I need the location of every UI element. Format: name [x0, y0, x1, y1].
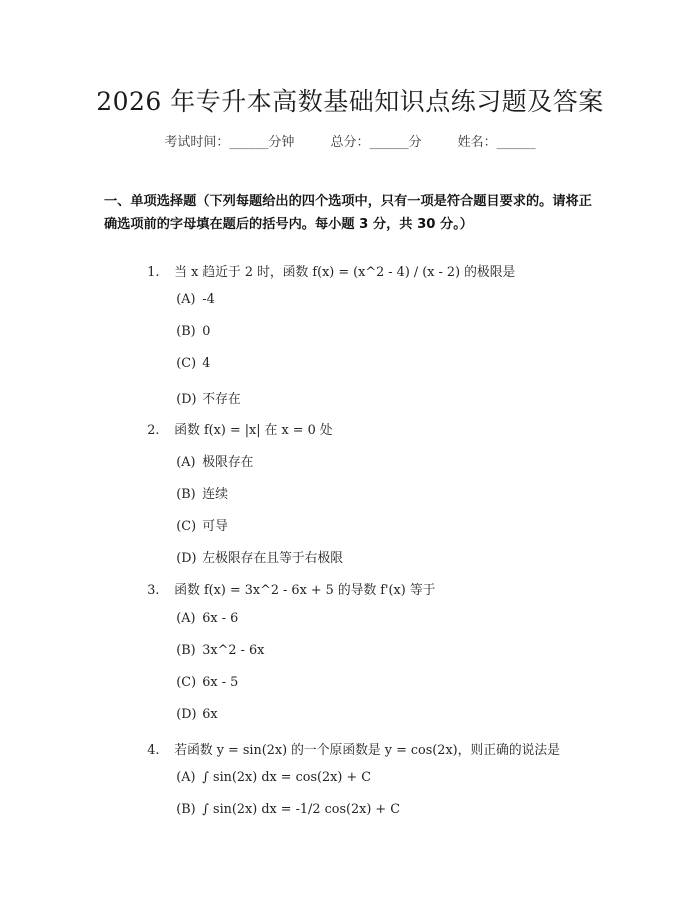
option-letter: (A) — [176, 611, 196, 626]
exam-info-line — [0, 131, 700, 150]
option-text: 4 — [202, 356, 211, 371]
option-letter: (B) — [176, 643, 196, 658]
option-text: ∫ sin(2x) dx = -1/2 cos(2x) + C — [202, 802, 401, 817]
option-text: 不存在 — [202, 392, 241, 407]
option-text: 6x - 5 — [202, 675, 239, 690]
option-text: 连续 — [202, 487, 228, 502]
option-text: 左极限存在且等于右极限 — [202, 551, 344, 566]
option-text: ∫ sin(2x) dx = cos(2x) + C — [202, 770, 372, 785]
question-text: 当 x 趋近于 2 时，函数 f(x) = (x^2 - 4) / (x - 2) 的极限是 — [174, 265, 516, 280]
question-number: 4. — [147, 743, 160, 758]
question-4-option-b — [160, 787, 400, 832]
option-letter: (A) — [176, 455, 196, 470]
option-letter: (C) — [176, 519, 197, 534]
option-text: 3x^2 - 6x — [202, 643, 265, 658]
question-number: 1. — [147, 265, 160, 280]
document-title: 2026 年专升本高数基础知识点练习题及答案 — [96, 87, 604, 116]
option-letter: (D) — [176, 392, 197, 407]
question-text: 函数 f(x) = 3x^2 - 6x + 5 的导数 f'(x) 等于 — [174, 583, 436, 598]
question-number: 3. — [147, 583, 160, 598]
option-text: 6x - 6 — [202, 611, 239, 626]
option-text: -4 — [202, 292, 215, 307]
option-letter: (C) — [176, 356, 197, 371]
question-text: 若函数 y = sin(2x) 的一个原函数是 y = cos(2x)，则正确的说法是 — [174, 743, 561, 758]
question-text: 函数 f(x) = |x| 在 x = 0 处 — [174, 423, 333, 438]
option-text: 极限存在 — [202, 455, 254, 470]
total-score-field: 总分：______分 — [330, 135, 422, 150]
option-letter: (A) — [176, 770, 196, 785]
option-letter: (D) — [176, 551, 197, 566]
option-text: 0 — [202, 324, 211, 339]
option-letter: (A) — [176, 292, 196, 307]
option-text: 6x — [202, 707, 218, 722]
option-letter: (B) — [176, 802, 196, 817]
name-field: 姓名：______ — [457, 135, 536, 150]
option-letter: (B) — [176, 487, 196, 502]
option-letter: (C) — [176, 675, 197, 690]
option-letter: (D) — [176, 707, 197, 722]
option-text: 可导 — [202, 519, 228, 534]
exam-time-field: 考试时间：______分钟 — [164, 135, 295, 150]
option-letter: (B) — [176, 324, 196, 339]
question-number: 2. — [147, 423, 160, 438]
section-header-single-choice: 一、单项选择题（下列每题给出的四个选项中，只有一项是符合题目要求的。请将正确选项前的字母填在题后的括号内。每小题 3 分，共 30 分。） — [104, 194, 592, 232]
